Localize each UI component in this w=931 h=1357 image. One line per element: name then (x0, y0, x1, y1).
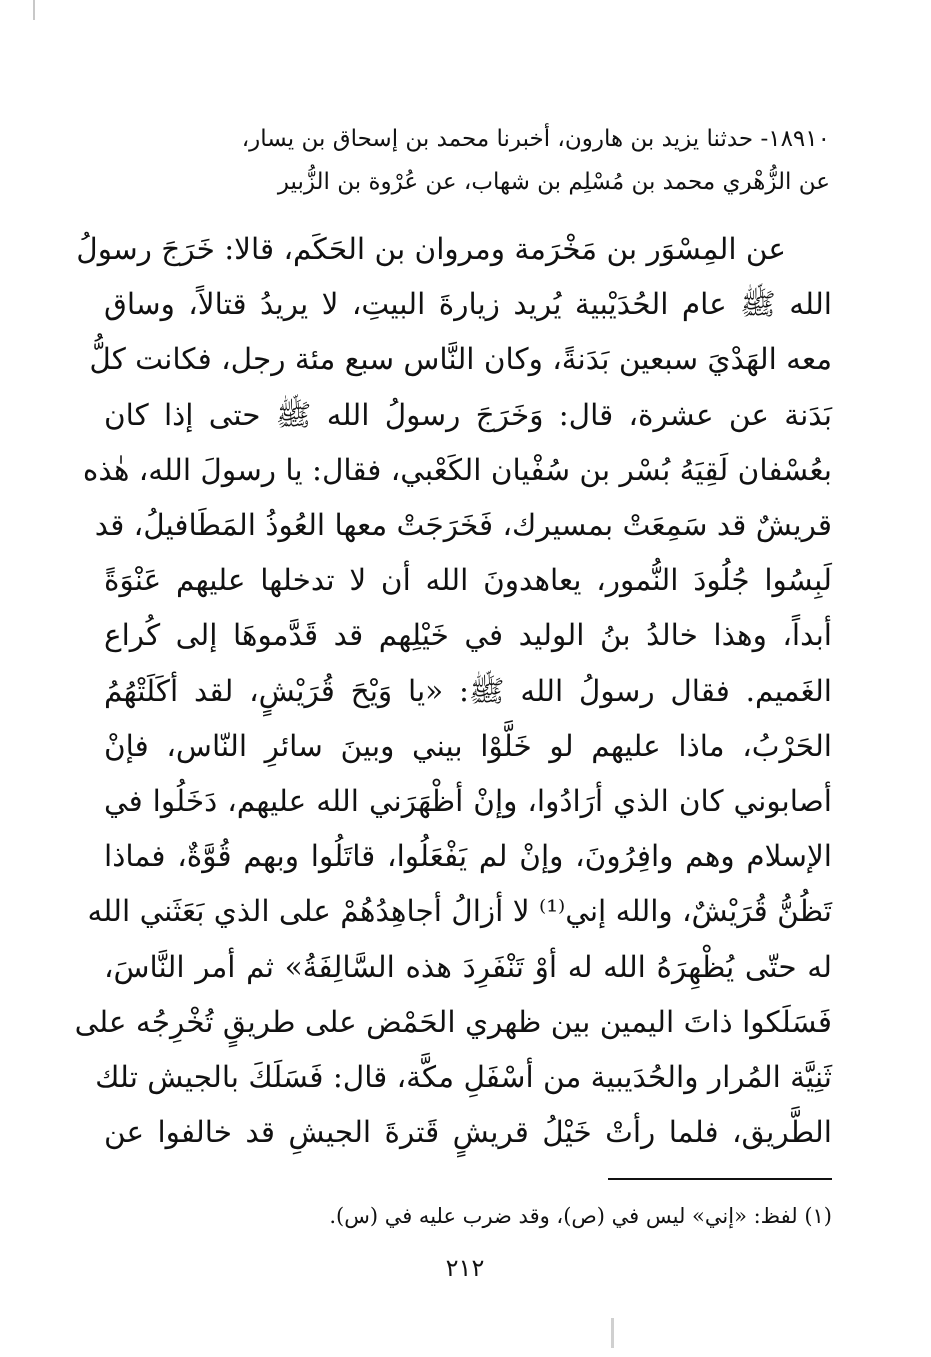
text-line: الله ﷺ عام الحُدَيْبية يُريد زيارةَ البيتِ، لا يريدُ قتالاً، وساق (104, 287, 832, 322)
text-line: الإسلام وهم وافِرُونَ، وإنْ لم يَفْعَلُوا، قاتَلُوا وبهم قُوَّةٌ، فماذا (104, 839, 832, 874)
footnote-separator (608, 1178, 832, 1180)
text-line: ثَنِيَّة المُرار والحُدَيبية من أسْفَلِ مكَّة، قال: فَسَلَكَ بالجيش تلك (95, 1060, 832, 1095)
hadith-isnad (100, 118, 830, 204)
scan-mark (33, 0, 35, 20)
text-line: بَدَنة عن عشرة، قال: وَخَرَجَ رسولُ الله ﷺ حتى إذا كان (104, 397, 832, 432)
hadith-text (74, 222, 832, 1160)
isnad-line: عن الزُّهْري محمد بن مُسْلِم بن شهاب، عن عُرْوة بن الزُّبير (277, 169, 830, 195)
text-line: فَسَلَكوا ذاتَ اليمين بين ظهري الحَمْض على طريقٍ تُخْرِجُه على (74, 1004, 832, 1039)
text-line: أصابوني كان الذي أرَادُوا، وإنْ أظْهَرَني الله عليهم، دَخَلُوا في (104, 784, 832, 819)
isnad-line: ١٨٩١٠- حدثنا يزيد بن هارون، أخبرنا محمد بن إسحاق بن يسار، (241, 126, 830, 152)
text-line: عن المِسْوَر بن مَخْرَمة ومروان بن الحَكَم، قالا: خَرَجَ رسولُ (76, 232, 786, 266)
text-line: أبداً، وهذا خالدُ بنُ الوليد في خَيْلِهم قد قَدَّموهَا إلى كُراع (104, 618, 832, 653)
text-line: الطَّريق، فلما رأتْ خَيْلُ قريشٍ قَترةَ الجيشِ قد خالفوا عن (104, 1115, 832, 1150)
text-line: لَبِسُوا جُلُودَ النُّمور، يعاهدونَ الله أن لا تدخلها عليهم عَنْوَةً (104, 563, 832, 598)
page-number: ٢١٢ (445, 1254, 485, 1282)
footnote: (١) لفظ: «إني» ليس في (ص)، وقد ضرب عليه في (س). (329, 1204, 832, 1228)
text-line: الحَرْبُ، ماذا عليهم لو خَلَّوْا بيني وبينَ سائرِ النّاس، فإنْ (104, 728, 832, 763)
text-line: بعُسْفان لَقِيَهُ بُسْر بن سُفْيان الكَعْبي، فقال: يا رسولَ الله، هٰذه (82, 452, 832, 487)
text-line: معه الهَدْيَ سبعين بَدَنةً، وكان النَّاس سبع مئة رجل، فكانت كلُّ (89, 342, 832, 377)
text-line: الغَميم. فقال رسولُ الله ﷺ: «يا وَيْحَ قُرَيْشٍ، لقد أكَلَتْهُمُ (104, 673, 832, 708)
text-line: له حتّى يُظْهِرَهُ الله له أوْ تَنْفَرِدَ هذه السَّالِفَةُ» ثم أمر النَّاسَ، (104, 949, 832, 984)
text-line: قريشٌ قد سَمِعَتْ بمسيرك، فَخَرَجَتْ معها العُوذُ المَطَافيلُ، قد (94, 508, 832, 543)
scan-mark (611, 1318, 614, 1348)
text-line: تَظُنُّ قُرَيْشٌ، والله إني⁽¹⁾ لا أزالُ أجاهِدُهُمْ على الذي بَعَثَني الله (87, 894, 832, 929)
